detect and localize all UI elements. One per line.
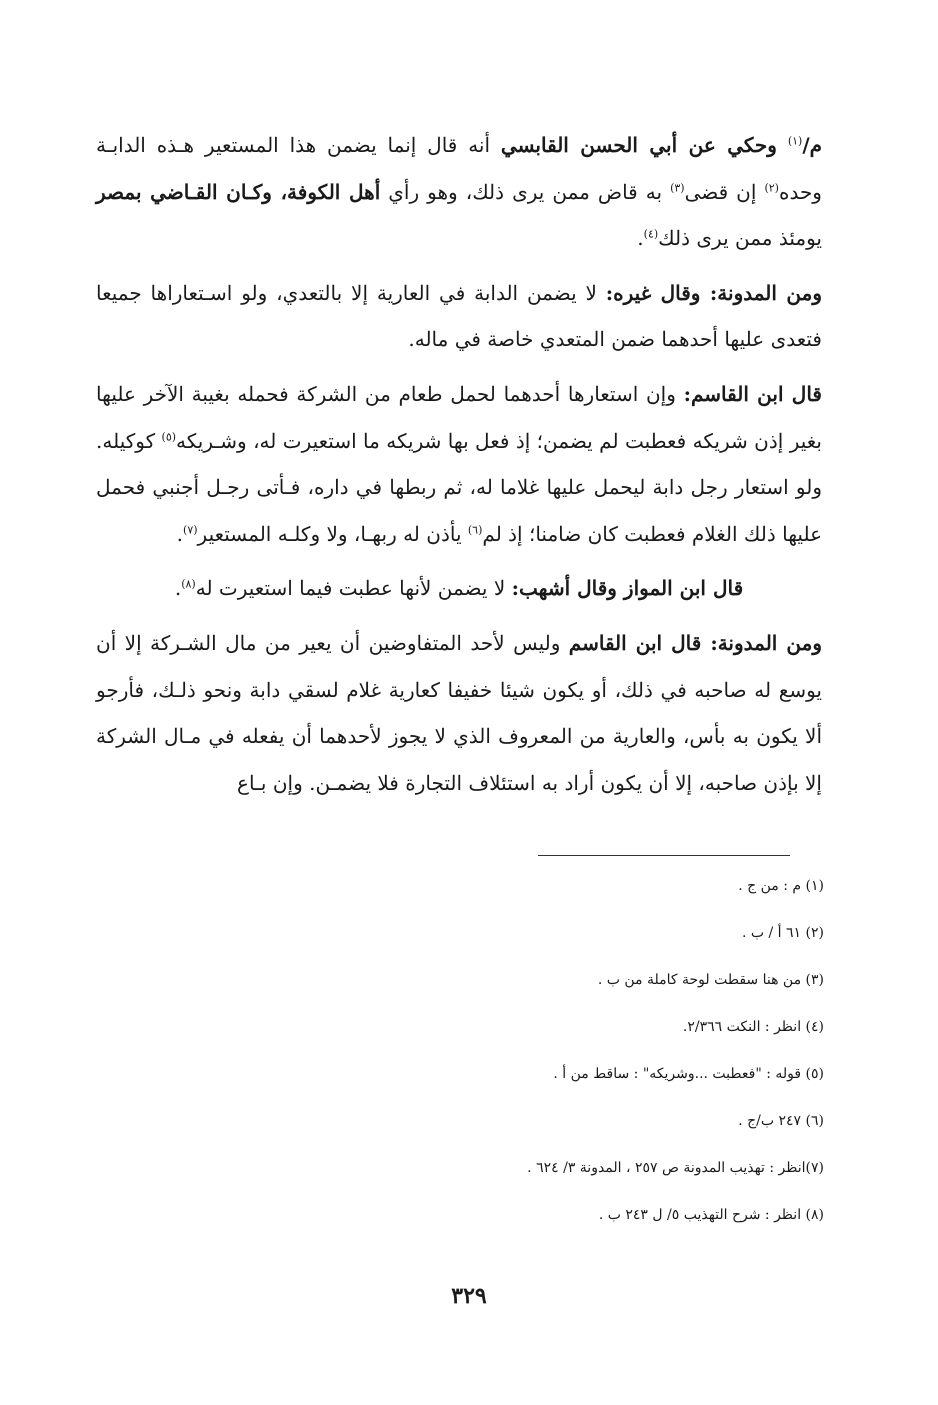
text-run: . [176,521,184,546]
footnote-ref-4: (٤) [643,227,659,241]
bold-phrase: قال ابن القاسم: [683,381,822,406]
manuscript-marker: م/ [802,133,823,157]
text-run: أنه قال إنما يضمن هذا المستعير هـذه الدابـة وحده [96,133,822,204]
footnote-1: (١) م : من ج . [738,878,824,894]
paragraph-mudawwana-2 [96,620,822,806]
footnote-ref-8: (٨) [181,577,196,591]
bold-phrase: أهل الكوفة، وكـان القـاضي بمصر [96,179,381,204]
footnote-6: (٦) ٢٤٧ ب/ج . [738,1113,824,1129]
text-run: لا يضمن الدابة في العارية إلا بالتعدي، ولو اسـتعاراها جميعا فتعدى عليها أحدهما ضمن المتعدي خاصة في ماله. [96,280,822,352]
footnote-4: (٤) انظر : النكت ٢/٣٦٦. [682,1019,824,1035]
text-run: كوكيله. ولو استعار رجل دابة ليحمل عليها غلاما له، ثم ربطها في داره، فـأتى رجـل أجنبي فحمل عليها ذلك الغلام فعطبت كان ضامنا؛ إذ لم [96,428,822,546]
text-run: إن قضى [684,179,765,204]
text-run: وإن استعارها أحدهما لحمل طعام من الشركة فحمله بغيبة الآخر عليها بغير إذن شريكه فعطبت لم يضمن؛ إذ فعل بها شريكه ما استعيرت له، وشـريكه [96,381,822,453]
footnotes [300,872,824,1248]
bold-phrase: وحكي عن أبي الحسن القابسي [500,133,777,157]
footnote-5: (٥) قوله : "فعطبت ...وشريكه" : ساقط من أ . [553,1066,824,1082]
footnote-7: (٧)انظر : تهذيب المدونة ص ٢٥٧ ، المدونة ٣/ ٦٢٤ . [527,1160,824,1176]
footnote-ref-5: (٥) [161,429,177,443]
footnote-ref-2: (٢) [764,180,779,194]
bold-phrase: ومن المدونة: قال ابن القاسم [568,630,822,655]
footnote-ref-3: (٣) [670,180,685,194]
text-run: يأذن له ربهـا، ولا وكلـه المستعير [197,521,468,546]
footnote-3: (٣) من هنا سقطت لوحة كاملة من ب . [597,972,824,988]
bold-phrase: قال ابن المواز وقال أشهب: [511,576,744,601]
footnote-ref-1: (١) [787,134,803,148]
page-number: ٣٢٩ [451,1283,487,1309]
footnote-2: (٢) ٦١ أ / ب . [741,925,824,941]
text-run: وليس لأحد المتفاوضين أن يعير من مال الشـركة إلا أن يوسع له صاحبه في ذلك، أو يكون شيئا خفيفا كعارية غلام لسقي دابة ونحو ذلـك، فأرجو ألا يكون به بأس، والعارية من المعروف الذي لا يجوز لأحدهما أن يفعله في مـال الشركة إلا بإذن صاحبه، إلا أن يكون أراد به استئلاف التجارة فلا يضمـن. وإن بـاع [96,630,822,795]
text-run: . [637,226,644,251]
text-run: . [174,576,182,601]
text-run: به قاض ممن يرى ذلك، وهو رأي [380,179,671,204]
paragraph-ibn-qasim [96,371,822,557]
footnote-ref-6: (٦) [467,523,483,537]
paragraph-mudawwana-1 [96,270,822,363]
footnote-separator [538,855,790,856]
paragraph-qabisi [96,122,822,262]
main-text [96,122,822,814]
text-run: لا يضمن لأنها عطبت فيما استعيرت له [195,576,512,601]
footnote-8: (٨) انظر : شرح التهذيب ٥/ ل ٢٤٣ ب . [598,1207,824,1223]
bold-phrase: ومن المدونة: وقال غيره: [605,280,823,305]
text-run: يومئذ ممن يرى ذلك [658,226,822,251]
footnote-ref-7: (٧) [183,523,198,537]
paragraph-ibn-mawwaz [96,565,822,612]
